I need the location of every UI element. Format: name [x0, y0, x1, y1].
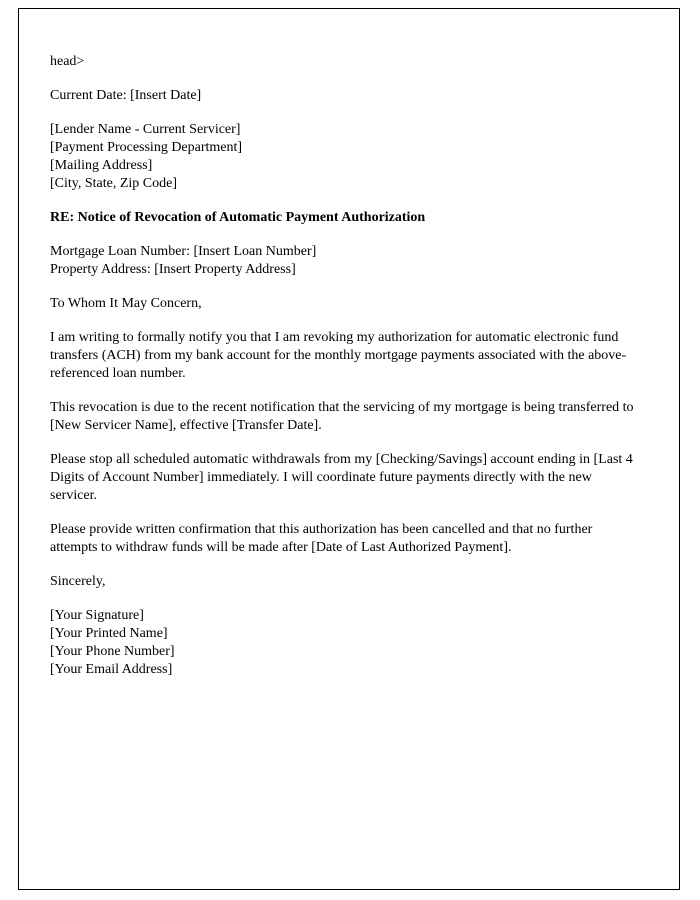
signature-block	[50, 607, 635, 679]
signature-line-signature: [Your Signature]	[50, 608, 144, 623]
paragraph-revocation-notice: I am writing to formally notify you that I am revoking my authorization for automatic electronic fund transfers (ACH) from my bank account for the monthly mortgage payments associated with the above-referenced loan number.	[50, 330, 627, 381]
recipient-line-lender: [Lender Name - Current Servicer]	[50, 122, 241, 137]
signature-line-printed-name: [Your Printed Name]	[50, 626, 168, 641]
salutation: To Whom It May Concern,	[50, 296, 202, 311]
stray-head-text: head>	[50, 54, 85, 69]
loan-reference-block	[50, 243, 635, 279]
subject-line: RE: Notice of Revocation of Automatic Payment Authorization	[50, 210, 426, 225]
closing: Sincerely,	[50, 574, 106, 589]
loan-number-line: Mortgage Loan Number: [Insert Loan Number]	[50, 244, 317, 259]
property-address-line: Property Address: [Insert Property Address]	[50, 262, 296, 277]
page-border	[18, 8, 680, 890]
signature-line-phone: [Your Phone Number]	[50, 644, 175, 659]
recipient-address-block	[50, 121, 635, 193]
letter-content	[19, 9, 665, 679]
recipient-line-mailing-address: [Mailing Address]	[50, 158, 153, 173]
current-date-line: Current Date: [Insert Date]	[50, 88, 202, 103]
paragraph-confirmation-request: Please provide written confirmation that this authorization has been cancelled and that no further attempts to withdraw funds will be made after [Date of Last Authorized Payment].	[50, 522, 593, 555]
recipient-line-department: [Payment Processing Department]	[50, 140, 243, 155]
recipient-line-city-state-zip: [City, State, Zip Code]	[50, 176, 178, 191]
paragraph-transfer-reason: This revocation is due to the recent notification that the servicing of my mortgage is being transferred to [New Servicer Name], effective [Transfer Date].	[50, 400, 634, 433]
paragraph-stop-withdrawals: Please stop all scheduled automatic withdrawals from my [Checking/Savings] account ending in [Last 4 Digits of Account Number] immediately. I will coordinate future payments directly with the new servicer.	[50, 452, 633, 503]
signature-line-email: [Your Email Address]	[50, 662, 173, 677]
